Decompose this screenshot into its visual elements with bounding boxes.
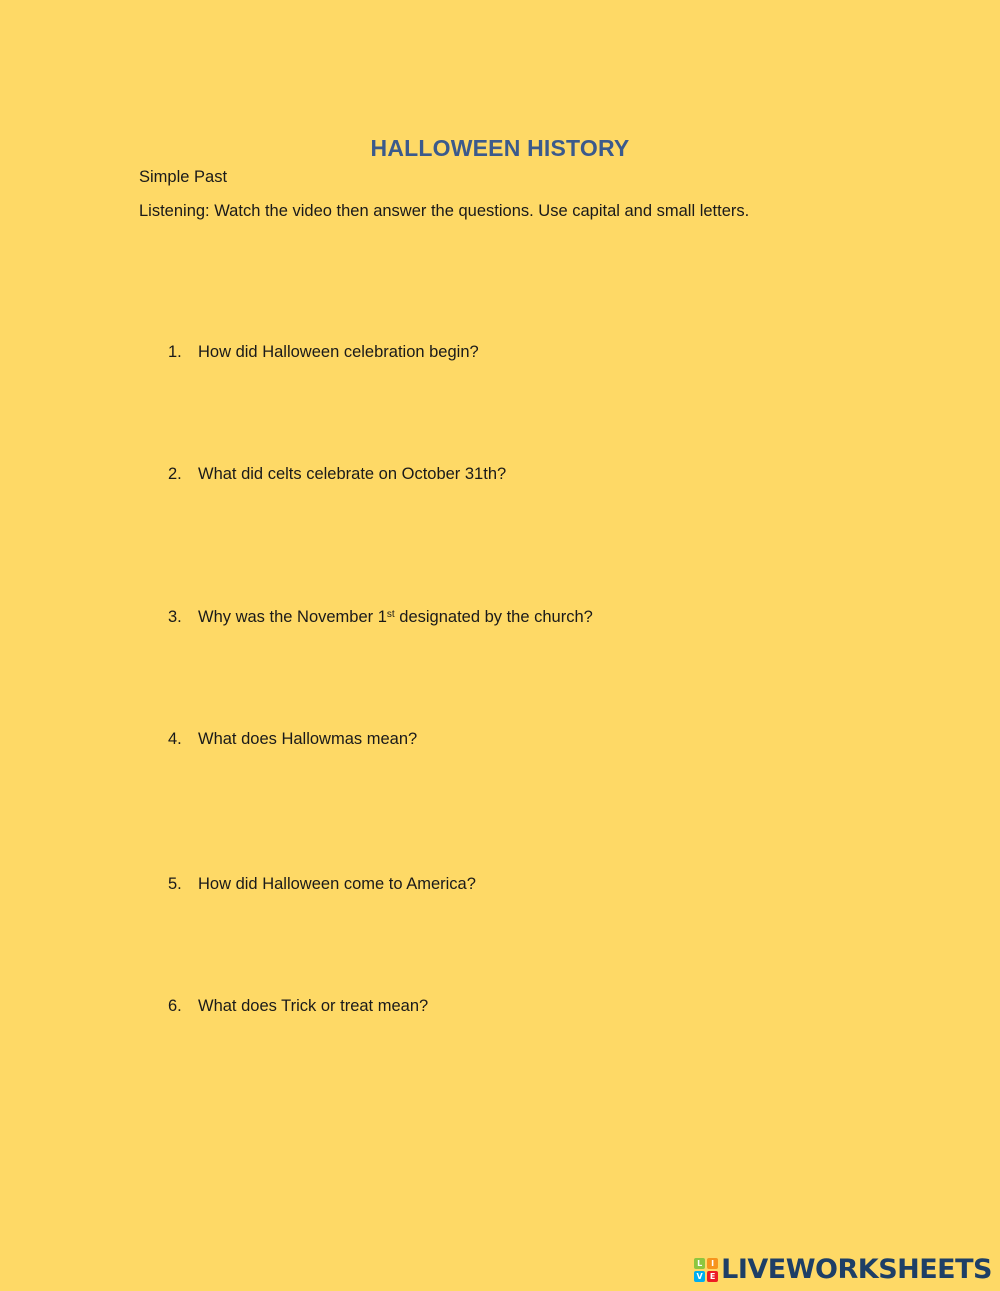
question-text: Why was the November 1 bbox=[198, 608, 387, 626]
question-1 bbox=[168, 343, 479, 362]
question-text: What does Hallowmas mean? bbox=[198, 730, 418, 748]
question-6 bbox=[168, 997, 428, 1016]
question-number: 5. bbox=[168, 875, 182, 893]
question-number: 3. bbox=[168, 608, 182, 626]
question-number: 6. bbox=[168, 997, 182, 1015]
ordinal-superscript: st bbox=[386, 609, 395, 620]
question-text: What did celts celebrate on October 31th? bbox=[198, 465, 507, 483]
brand-name: LIVEWORKSHEETS bbox=[721, 1254, 992, 1285]
question-text-continued: designated by the church? bbox=[394, 608, 593, 626]
logo-letter-l: L bbox=[694, 1258, 705, 1269]
question-number: 2. bbox=[168, 465, 182, 483]
logo-letter-v: V bbox=[694, 1271, 705, 1282]
subtitle: Simple Past bbox=[139, 168, 228, 186]
question-text: How did Halloween celebration begin? bbox=[198, 343, 479, 361]
liveworksheets-brand[interactable] bbox=[694, 1255, 992, 1285]
question-text: What does Trick or treat mean? bbox=[198, 997, 429, 1015]
question-5 bbox=[168, 875, 476, 894]
logo-letter-e: E bbox=[707, 1271, 718, 1282]
question-3 bbox=[168, 608, 593, 627]
question-number: 4. bbox=[168, 730, 182, 748]
liveworksheets-logo-icon bbox=[694, 1258, 718, 1282]
question-text: How did Halloween come to America? bbox=[198, 875, 476, 893]
page-title: HALLOWEEN HISTORY bbox=[370, 135, 630, 161]
question-number: 1. bbox=[168, 343, 182, 361]
question-4 bbox=[168, 730, 417, 749]
instructions: Listening: Watch the video then answer the questions. Use capital and small letters. bbox=[139, 202, 750, 220]
logo-letter-i: I bbox=[707, 1258, 718, 1269]
question-2 bbox=[168, 465, 506, 484]
